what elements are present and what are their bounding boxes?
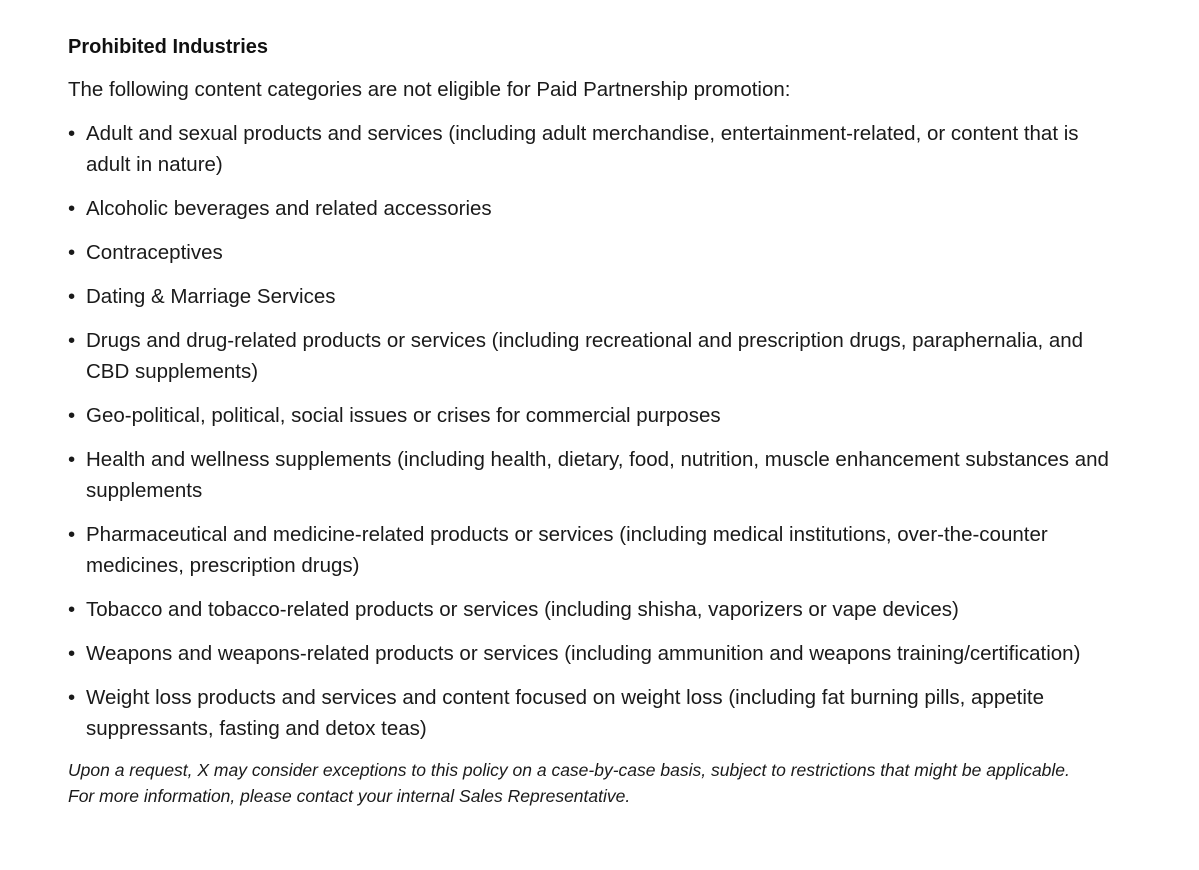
list-item bbox=[68, 325, 1118, 387]
list-item bbox=[68, 444, 1118, 506]
list-item bbox=[68, 237, 1118, 268]
list-item-text: Drugs and drug-related products or services (including recreational and prescription drugs, paraphernalia, and CBD supplements) bbox=[86, 329, 1084, 383]
list-item-text: Geo-political, political, social issues or crises for commercial purposes bbox=[86, 404, 721, 427]
bullet-icon: • bbox=[68, 642, 76, 665]
list-item-text: Adult and sexual products and services (including adult merchandise, entertainment-related, or content that is adult in nature) bbox=[86, 122, 1079, 176]
bullet-icon: • bbox=[68, 686, 76, 709]
list-item-text: Weapons and weapons-related products or services (including ammunition and weapons training/certification) bbox=[86, 642, 1081, 665]
bullet-icon: • bbox=[68, 197, 76, 220]
list-item-text: Pharmaceutical and medicine-related products or services (including medical institutions, over-the-counter medicines, prescription drugs) bbox=[86, 523, 1048, 577]
list-item-text: Alcoholic beverages and related accessories bbox=[86, 197, 492, 220]
prohibited-list bbox=[68, 118, 1118, 744]
bullet-icon: • bbox=[68, 404, 76, 427]
list-item-text: Contraceptives bbox=[86, 241, 223, 264]
bullet-icon: • bbox=[68, 598, 76, 621]
list-item bbox=[68, 594, 1118, 625]
list-item-text: Weight loss products and services and content focused on weight loss (including fat burning pills, appetite suppressants, fasting and detox teas) bbox=[86, 686, 1044, 740]
bullet-icon: • bbox=[68, 448, 76, 471]
list-item-text: Dating & Marriage Services bbox=[86, 285, 336, 308]
note-line: For more information, please contact your internal Sales Representative. bbox=[68, 786, 631, 806]
bullet-icon: • bbox=[68, 329, 76, 352]
note-line: Upon a request, X may consider exceptions to this policy on a case-by-case basis, subject to restrictions that might be applicable. bbox=[68, 760, 1070, 780]
list-item bbox=[68, 193, 1118, 224]
list-item-text: Tobacco and tobacco-related products or services (including shisha, vaporizers or vape devices) bbox=[86, 598, 959, 621]
list-item-text: Health and wellness supplements (including health, dietary, food, nutrition, muscle enhancement substances and supplements bbox=[86, 448, 1109, 502]
list-item bbox=[68, 519, 1118, 581]
exceptions-note bbox=[68, 757, 1118, 809]
list-item bbox=[68, 638, 1118, 669]
list-item bbox=[68, 400, 1118, 431]
bullet-icon: • bbox=[68, 122, 76, 145]
section-heading: Prohibited Industries bbox=[68, 36, 269, 58]
intro-text: The following content categories are not eligible for Paid Partnership promotion: bbox=[68, 78, 791, 101]
list-item bbox=[68, 682, 1118, 744]
bullet-icon: • bbox=[68, 241, 76, 264]
list-item bbox=[68, 281, 1118, 312]
list-item bbox=[68, 118, 1118, 180]
bullet-icon: • bbox=[68, 285, 76, 308]
policy-section bbox=[68, 33, 1118, 809]
bullet-icon: • bbox=[68, 523, 76, 546]
